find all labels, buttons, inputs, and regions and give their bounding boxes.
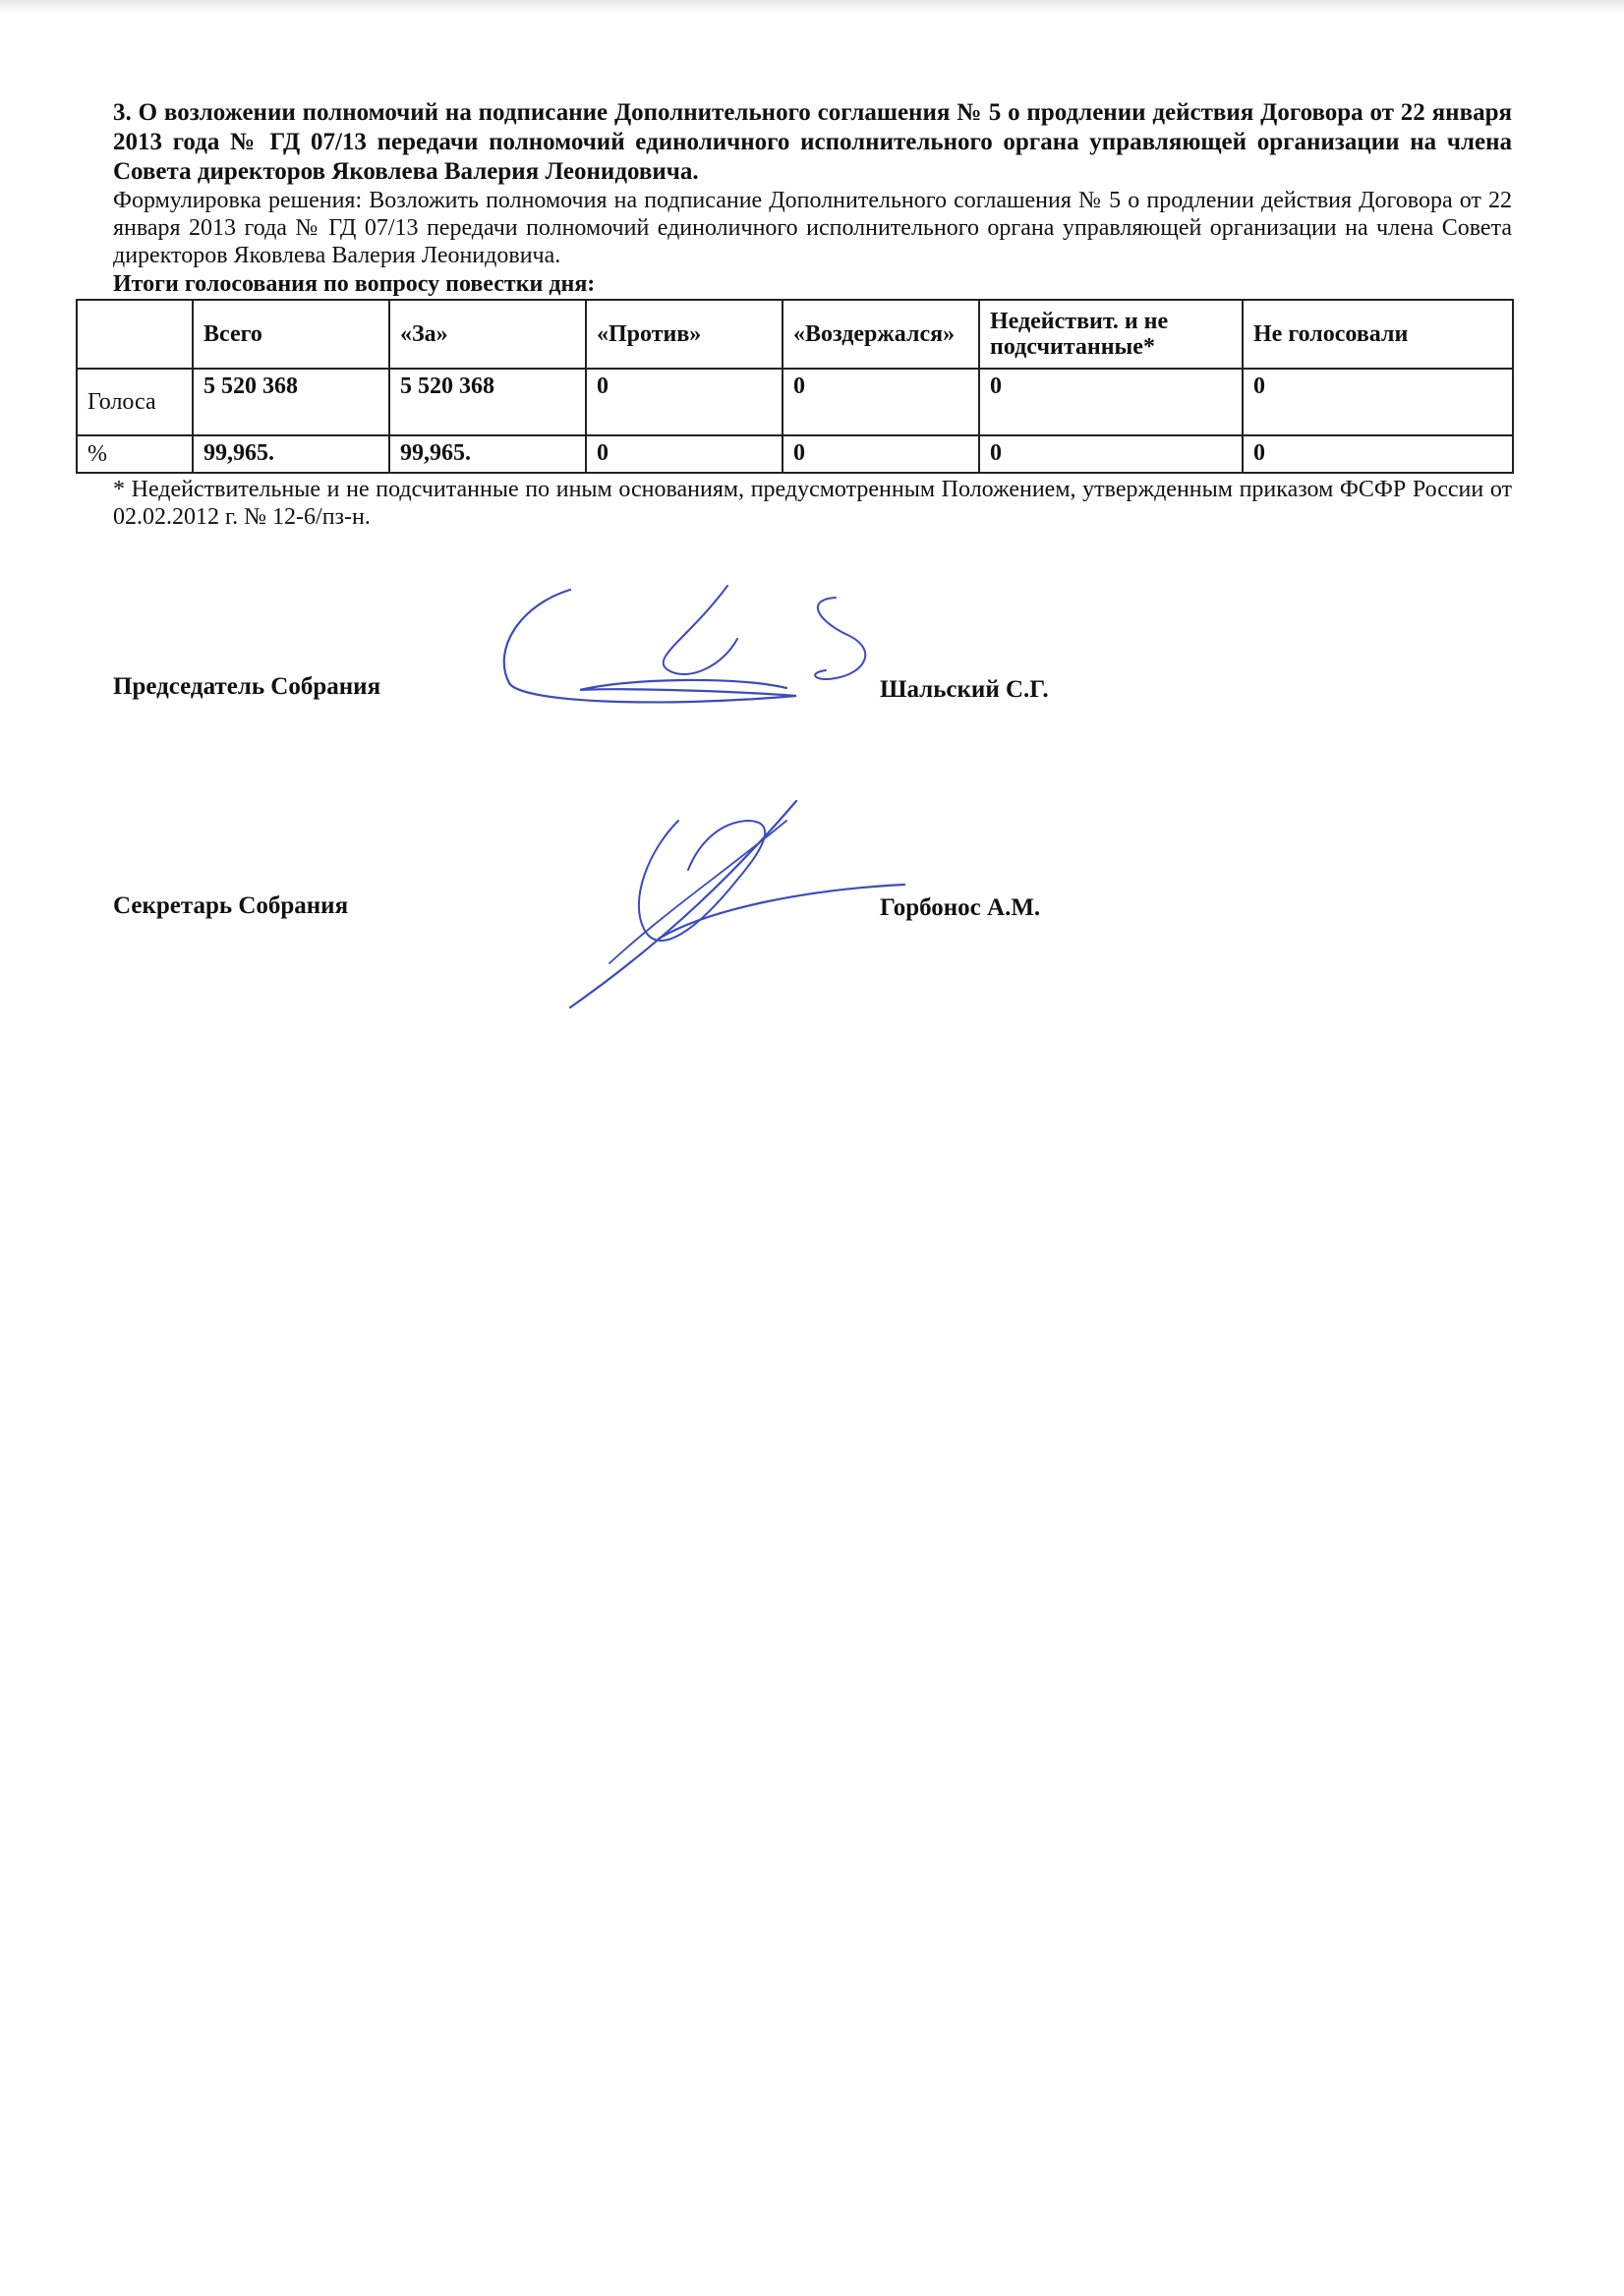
chairman-role: Председатель Собрания <box>113 673 381 700</box>
chairman-name: Шальский С.Г. <box>880 676 1049 703</box>
secretary-name: Горбонос А.М. <box>880 894 1041 921</box>
header-cell: «Против» <box>586 300 783 369</box>
table-cell: 0 <box>979 435 1243 473</box>
table-row <box>77 435 1513 473</box>
row-label: Голоса <box>77 369 193 435</box>
scan-edge <box>0 0 1624 14</box>
header-cell: Не голосовали <box>1243 300 1513 369</box>
question-title: 3. О возложении полномочий на подписание Дополнительного соглашения № 5 о продлении действия Договора от 22 января 2013 года № ГД 07/13 передачи полномочий единоличного исполнительного органа управляющей организации на члена Совета директоров Яковлева Валерия Леонидовича. <box>113 99 1512 185</box>
header-cell: «За» <box>389 300 586 369</box>
table-row <box>77 369 1513 435</box>
table-cell: 0 <box>1243 435 1513 473</box>
row-label: % <box>77 435 193 473</box>
header-cell: Всего <box>193 300 389 369</box>
decision-text: Формулировка решения: Возложить полномочия на подписание Дополнительного соглашения № 5 о продлении действия Договора от 22 января 2013 года № ГД 07/13 передачи полномочий единоличного исполнительного органа управляющей организации на члена Совета директоров Яковлева Валерия Леонидовича. <box>113 188 1512 268</box>
voting-results-table <box>76 299 1514 474</box>
table-cell: 0 <box>586 369 783 435</box>
chairman-signature <box>492 580 924 727</box>
table-cell: 0 <box>979 369 1243 435</box>
table-cell: 99,965. <box>193 435 389 473</box>
vote-heading: Итоги голосования по вопросу повестки дня: <box>113 271 596 297</box>
footnote: * Недействительные и не подсчитанные по иным основаниям, предусмотренным Положением, утвержденным приказом ФСФР России от 02.02.2012 г. № 12-6/пз-н. <box>113 477 1512 530</box>
header-cell: «Воздержался» <box>783 300 979 369</box>
table-cell: 0 <box>1243 369 1513 435</box>
secretary-role: Секретарь Собрания <box>113 892 349 919</box>
table-cell: 5 520 368 <box>193 369 389 435</box>
header-cell: Недействит. и не подсчитанные* <box>979 300 1243 369</box>
secretary-signature <box>551 791 924 1017</box>
table-cell: 5 520 368 <box>389 369 586 435</box>
table-header-row <box>77 300 1513 369</box>
table-cell: 0 <box>783 369 979 435</box>
header-cell <box>77 300 193 369</box>
table-cell: 99,965. <box>389 435 586 473</box>
document-body <box>87 98 1512 531</box>
table-cell: 0 <box>783 435 979 473</box>
table-cell: 0 <box>586 435 783 473</box>
